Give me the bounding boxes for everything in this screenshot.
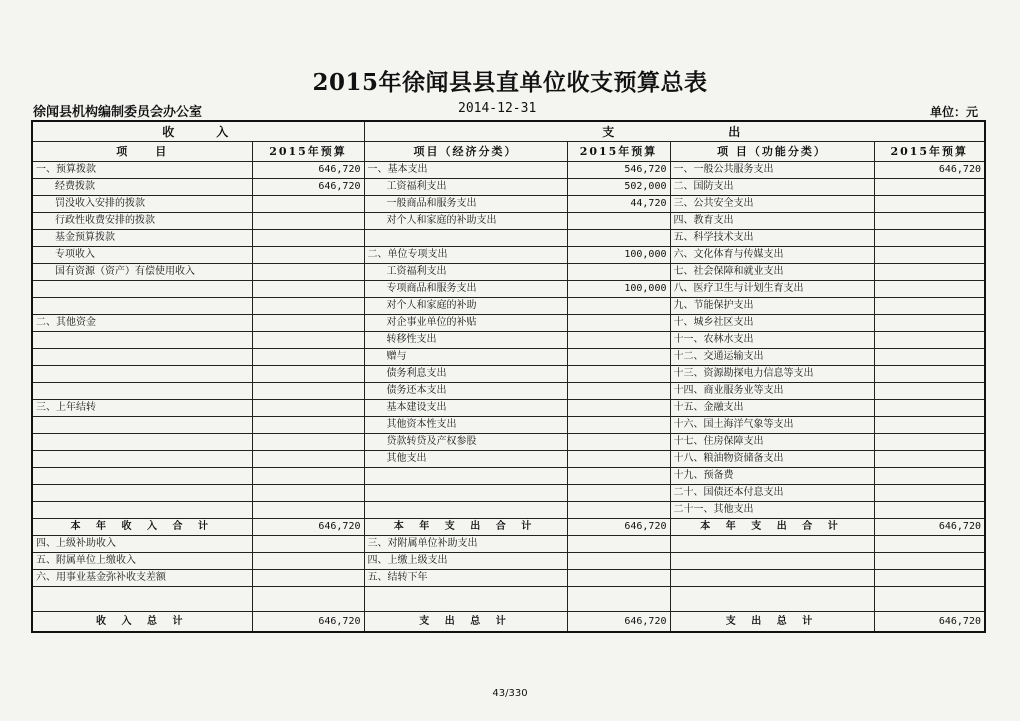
func-item: 八、医疗卫生与计划生育支出 bbox=[670, 281, 874, 298]
econ-item: 五、结转下年 bbox=[364, 570, 567, 587]
income-item: 五、附属单位上缴收入 bbox=[32, 553, 252, 570]
income-grand-total-label: 收 入 总 计 bbox=[32, 612, 252, 633]
econ-item: 一、基本支出 bbox=[364, 162, 567, 179]
table-row bbox=[32, 298, 985, 315]
econ-amount bbox=[567, 570, 670, 587]
econ-total-label: 本 年 支 出 合 计 bbox=[364, 519, 567, 536]
func-amount bbox=[874, 570, 985, 587]
econ-total-value: 646,720 bbox=[567, 519, 670, 536]
func-amount bbox=[874, 502, 985, 519]
currency-unit: 单位：元 bbox=[930, 105, 979, 119]
func-total-value: 646,720 bbox=[874, 519, 985, 536]
econ-amount bbox=[567, 315, 670, 332]
func-item bbox=[670, 553, 874, 570]
table-row bbox=[32, 315, 985, 332]
func-amount bbox=[874, 553, 985, 570]
econ-item: 一般商品和服务支出 bbox=[364, 196, 567, 213]
econ-amount bbox=[567, 213, 670, 230]
func-amount bbox=[874, 417, 985, 434]
table-row bbox=[32, 230, 985, 247]
func-grand-total-value: 646,720 bbox=[874, 612, 985, 633]
func-amount bbox=[874, 468, 985, 485]
income-item: 基金预算拨款 bbox=[32, 230, 252, 247]
income-amount bbox=[252, 230, 364, 247]
econ-amount bbox=[567, 349, 670, 366]
table-row bbox=[32, 196, 985, 213]
income-amount bbox=[252, 196, 364, 213]
budget-table bbox=[31, 120, 986, 633]
table-row bbox=[32, 451, 985, 468]
table-row bbox=[32, 536, 985, 553]
func-item: 六、文化体育与传媒支出 bbox=[670, 247, 874, 264]
func-amount: 646,720 bbox=[874, 162, 985, 179]
econ-item bbox=[364, 468, 567, 485]
func-item: 五、科学技术支出 bbox=[670, 230, 874, 247]
econ-amount bbox=[567, 451, 670, 468]
func-item: 九、节能保护支出 bbox=[670, 298, 874, 315]
table-row bbox=[32, 485, 985, 502]
organization-name: 徐闻县机构编制委员会办公室 bbox=[33, 105, 203, 120]
func-amount bbox=[874, 366, 985, 383]
econ-amount bbox=[567, 417, 670, 434]
func-item: 十九、预备费 bbox=[670, 468, 874, 485]
func-amount bbox=[874, 247, 985, 264]
income-amount bbox=[252, 247, 364, 264]
table-row bbox=[32, 383, 985, 400]
econ-amount bbox=[567, 298, 670, 315]
func-amount bbox=[874, 315, 985, 332]
econ-amount bbox=[567, 536, 670, 553]
econ-item: 对企事业单位的补贴 bbox=[364, 315, 567, 332]
page-number: 43/330 bbox=[492, 688, 528, 699]
table-row bbox=[32, 264, 985, 281]
func-item: 十六、国土海洋气象等支出 bbox=[670, 417, 874, 434]
econ-item-header: 项目（经济分类） bbox=[364, 142, 567, 162]
table-row bbox=[32, 349, 985, 366]
income-item: 二、其他资金 bbox=[32, 315, 252, 332]
econ-item: 其他支出 bbox=[364, 451, 567, 468]
income-amount bbox=[252, 570, 364, 587]
income-item bbox=[32, 332, 252, 349]
econ-item: 其他资本性支出 bbox=[364, 417, 567, 434]
econ-amount: 546,720 bbox=[567, 162, 670, 179]
income-item bbox=[32, 434, 252, 451]
func-item-header: 项 目（功能分类） bbox=[670, 142, 874, 162]
table-row bbox=[32, 434, 985, 451]
income-amount bbox=[252, 536, 364, 553]
income-amount bbox=[252, 315, 364, 332]
func-item: 十、城乡社区支出 bbox=[670, 315, 874, 332]
table-row bbox=[32, 417, 985, 434]
income-amount bbox=[252, 213, 364, 230]
income-amount: 646,720 bbox=[252, 179, 364, 196]
func-amount bbox=[874, 230, 985, 247]
econ-amount: 44,720 bbox=[567, 196, 670, 213]
income-amount bbox=[252, 281, 364, 298]
econ-amount bbox=[567, 264, 670, 281]
func-item: 四、教育支出 bbox=[670, 213, 874, 230]
econ-item bbox=[364, 502, 567, 519]
column-header-row bbox=[32, 142, 985, 162]
func-item: 十四、商业服务业等支出 bbox=[670, 383, 874, 400]
income-item bbox=[32, 417, 252, 434]
grand-total-row bbox=[32, 612, 985, 633]
income-amount bbox=[252, 264, 364, 281]
econ-item: 工资福利支出 bbox=[364, 264, 567, 281]
table-row bbox=[32, 162, 985, 179]
econ-item: 赠与 bbox=[364, 349, 567, 366]
econ-amount bbox=[567, 383, 670, 400]
table-row bbox=[32, 400, 985, 417]
income-amount bbox=[252, 349, 364, 366]
func-item: 一、一般公共服务支出 bbox=[670, 162, 874, 179]
income-item: 四、上级补助收入 bbox=[32, 536, 252, 553]
empty-cell bbox=[567, 587, 670, 612]
income-grand-total-value: 646,720 bbox=[252, 612, 364, 633]
table-row bbox=[32, 281, 985, 298]
econ-item bbox=[364, 230, 567, 247]
empty-cell bbox=[874, 587, 985, 612]
func-amount bbox=[874, 281, 985, 298]
func-amount bbox=[874, 264, 985, 281]
econ-item bbox=[364, 485, 567, 502]
econ-item: 四、上缴上级支出 bbox=[364, 553, 567, 570]
econ-amount bbox=[567, 366, 670, 383]
income-amount bbox=[252, 417, 364, 434]
income-item bbox=[32, 502, 252, 519]
income-item: 六、用事业基金弥补收支差额 bbox=[32, 570, 252, 587]
income-amount bbox=[252, 553, 364, 570]
func-item: 三、公共安全支出 bbox=[670, 196, 874, 213]
func-total-label: 本 年 支 出 合 计 bbox=[670, 519, 874, 536]
income-item bbox=[32, 383, 252, 400]
econ-amount bbox=[567, 230, 670, 247]
income-item: 行政性收费安排的拨款 bbox=[32, 213, 252, 230]
budget-table-body bbox=[32, 121, 985, 632]
income-item bbox=[32, 298, 252, 315]
func-item: 十二、交通运输支出 bbox=[670, 349, 874, 366]
empty-cell bbox=[670, 587, 874, 612]
func-amount bbox=[874, 400, 985, 417]
income-item: 专项收入 bbox=[32, 247, 252, 264]
func-item bbox=[670, 570, 874, 587]
income-item: 罚没收入安排的拨款 bbox=[32, 196, 252, 213]
report-date: 2014-12-31 bbox=[458, 101, 537, 116]
income-header: 收 入 bbox=[32, 121, 364, 142]
func-item: 十七、住房保障支出 bbox=[670, 434, 874, 451]
econ-grand-total-value: 646,720 bbox=[567, 612, 670, 633]
income-amount bbox=[252, 451, 364, 468]
econ-item: 债务利息支出 bbox=[364, 366, 567, 383]
table-row bbox=[32, 332, 985, 349]
econ-grand-total-label: 支 出 总 计 bbox=[364, 612, 567, 633]
income-amount bbox=[252, 383, 364, 400]
econ-item: 三、对附属单位补助支出 bbox=[364, 536, 567, 553]
income-item: 经费拨款 bbox=[32, 179, 252, 196]
func-amount bbox=[874, 196, 985, 213]
income-amount bbox=[252, 366, 364, 383]
func-amount bbox=[874, 451, 985, 468]
func-amount bbox=[874, 485, 985, 502]
econ-item: 债务还本支出 bbox=[364, 383, 567, 400]
func-amount bbox=[874, 536, 985, 553]
econ-amount bbox=[567, 468, 670, 485]
func-amount bbox=[874, 383, 985, 400]
empty-cell bbox=[252, 587, 364, 612]
income-amount bbox=[252, 434, 364, 451]
func-amount bbox=[874, 349, 985, 366]
func-item: 十一、农林水支出 bbox=[670, 332, 874, 349]
func-grand-total-label: 支 出 总 计 bbox=[670, 612, 874, 633]
func-item: 二十一、其他支出 bbox=[670, 502, 874, 519]
table-row bbox=[32, 468, 985, 485]
income-amount bbox=[252, 502, 364, 519]
income-amount bbox=[252, 298, 364, 315]
func-item: 十八、粮油物资储备支出 bbox=[670, 451, 874, 468]
table-row bbox=[32, 553, 985, 570]
econ-amount bbox=[567, 553, 670, 570]
income-item: 国有资源（资产）有偿使用收入 bbox=[32, 264, 252, 281]
income-item: 三、上年结转 bbox=[32, 400, 252, 417]
econ-item: 转移性支出 bbox=[364, 332, 567, 349]
econ-amount bbox=[567, 502, 670, 519]
empty-cell bbox=[32, 587, 252, 612]
func-item: 十三、资源勘探电力信息等支出 bbox=[670, 366, 874, 383]
table-row bbox=[32, 179, 985, 196]
spacer-row bbox=[32, 587, 985, 612]
page-title: 2015年徐闻县县直单位收支预算总表 bbox=[312, 69, 708, 96]
econ-amount bbox=[567, 485, 670, 502]
econ-item: 贷款转贷及产权参股 bbox=[364, 434, 567, 451]
income-amount bbox=[252, 400, 364, 417]
func-item bbox=[670, 536, 874, 553]
econ-item: 专项商品和服务支出 bbox=[364, 281, 567, 298]
expense-header: 支 出 bbox=[364, 121, 985, 142]
func-amount bbox=[874, 332, 985, 349]
econ-amount: 100,000 bbox=[567, 281, 670, 298]
func-amount bbox=[874, 213, 985, 230]
income-item: 一、预算拨款 bbox=[32, 162, 252, 179]
econ-amount: 100,000 bbox=[567, 247, 670, 264]
income-item bbox=[32, 468, 252, 485]
econ-amount bbox=[567, 434, 670, 451]
table-row bbox=[32, 502, 985, 519]
econ-amount bbox=[567, 400, 670, 417]
empty-cell bbox=[364, 587, 567, 612]
income-item bbox=[32, 366, 252, 383]
income-total-value: 646,720 bbox=[252, 519, 364, 536]
func-amount bbox=[874, 179, 985, 196]
econ-item: 二、单位专项支出 bbox=[364, 247, 567, 264]
econ-item: 工资福利支出 bbox=[364, 179, 567, 196]
func-item: 二、国防支出 bbox=[670, 179, 874, 196]
income-amount: 646,720 bbox=[252, 162, 364, 179]
income-item bbox=[32, 281, 252, 298]
econ-item: 基本建设支出 bbox=[364, 400, 567, 417]
income-amount bbox=[252, 485, 364, 502]
func-item: 二十、国债还本付息支出 bbox=[670, 485, 874, 502]
income-amount bbox=[252, 468, 364, 485]
income-item bbox=[32, 485, 252, 502]
table-row bbox=[32, 366, 985, 383]
table-row bbox=[32, 247, 985, 264]
func-item: 十五、金融支出 bbox=[670, 400, 874, 417]
econ-item: 对个人和家庭的补助支出 bbox=[364, 213, 567, 230]
income-item bbox=[32, 451, 252, 468]
table-row bbox=[32, 213, 985, 230]
econ-budget-header: 2015年预算 bbox=[567, 142, 670, 162]
year-total-row bbox=[32, 519, 985, 536]
econ-amount: 502,000 bbox=[567, 179, 670, 196]
econ-amount bbox=[567, 332, 670, 349]
table-row bbox=[32, 570, 985, 587]
func-budget-header: 2015年预算 bbox=[874, 142, 985, 162]
econ-item: 对个人和家庭的补助 bbox=[364, 298, 567, 315]
income-item bbox=[32, 349, 252, 366]
income-amount bbox=[252, 332, 364, 349]
income-budget-header: 2015年预算 bbox=[252, 142, 364, 162]
income-item-header: 项 目 bbox=[32, 142, 252, 162]
section-header-row bbox=[32, 121, 985, 142]
func-amount bbox=[874, 434, 985, 451]
func-item: 七、社会保障和就业支出 bbox=[670, 264, 874, 281]
func-amount bbox=[874, 298, 985, 315]
income-total-label: 本 年 收 入 合 计 bbox=[32, 519, 252, 536]
